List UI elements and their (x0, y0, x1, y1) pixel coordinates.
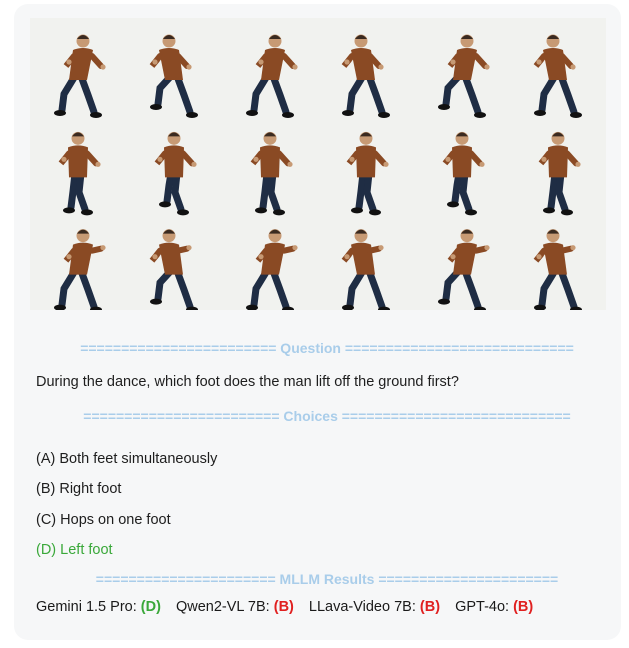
leg-left (62, 76, 75, 110)
jacket (261, 243, 285, 275)
dancer-frame-2-2 (246, 229, 298, 310)
leg-left (254, 76, 267, 110)
leg-left (62, 271, 75, 305)
hand-left (536, 254, 541, 259)
model-name: LLava-Video 7B: (308, 599, 420, 615)
shoe-left (438, 299, 450, 305)
choice-c: (C) Hops on one foot (36, 512, 171, 528)
shoe-left (543, 207, 555, 213)
leg-right (367, 173, 373, 209)
leg-right (369, 76, 382, 112)
leg-right (81, 271, 94, 307)
choice-a: (A) Both feet simultaneously (36, 451, 218, 467)
frames-svg (30, 18, 606, 310)
shoe-left (150, 104, 162, 110)
leg-left (158, 271, 171, 299)
model-answer: (B) (419, 599, 441, 615)
shoe-right (474, 112, 486, 118)
hair (168, 132, 180, 136)
model-answer: (D) (140, 599, 161, 615)
result-llava (309, 599, 440, 615)
arm-right (562, 249, 571, 251)
leg-left (446, 76, 459, 104)
jacket (261, 48, 285, 80)
dancer-frame-1-3 (349, 132, 389, 215)
jacket (356, 145, 376, 177)
hair (461, 230, 473, 234)
results-separator: ====================== MLLM Results ====================== (95, 571, 559, 587)
model-name: Qwen2-VL 7B: (175, 599, 274, 615)
hair (355, 35, 367, 39)
hand-right (191, 162, 196, 167)
leg-right (561, 271, 574, 307)
hair (547, 35, 559, 39)
dancer-frame-2-5 (534, 229, 582, 310)
arm-right (476, 249, 485, 251)
leg-right (273, 271, 286, 307)
hair (461, 35, 473, 39)
leg-left (350, 271, 363, 305)
dancer-frame-0-1 (150, 35, 198, 119)
hand-right (570, 64, 575, 69)
hair (264, 132, 276, 136)
shoe-right (273, 209, 285, 215)
hair (355, 230, 367, 234)
hand-right (292, 245, 297, 250)
leg-right (81, 76, 94, 112)
dancer-frame-0-4 (438, 35, 490, 119)
choice-d: (D) Left foot (36, 542, 113, 558)
arm-right (476, 56, 485, 66)
leg-right (271, 173, 277, 209)
hair (360, 132, 372, 136)
jacket (452, 145, 472, 177)
video-frames-grid (30, 18, 606, 310)
jacket (543, 48, 567, 80)
hand-right (484, 64, 489, 69)
arm-right (183, 153, 192, 163)
leg-left (359, 173, 363, 207)
hand-right (570, 245, 575, 250)
leg-right (177, 271, 190, 307)
dancer-frame-0-2 (246, 35, 298, 119)
arm-right (471, 153, 480, 163)
arm-right (375, 153, 384, 163)
leg-left (167, 173, 171, 201)
shoe-right (465, 209, 477, 215)
choice-b: (B) Right foot (36, 481, 122, 497)
shoe-left (534, 110, 546, 116)
result-gpt4o (455, 599, 533, 615)
shoe-right (570, 112, 582, 118)
dancer-frame-0-3 (342, 35, 390, 119)
shoe-left (54, 110, 66, 116)
hand-left (253, 157, 258, 162)
shoe-right (369, 209, 381, 215)
jacket (351, 48, 375, 80)
hand-right (479, 162, 484, 167)
arm-right (370, 249, 379, 251)
hand-left (258, 254, 263, 259)
hair (77, 230, 89, 234)
dancer-frame-0-5 (534, 35, 582, 119)
shoe-left (447, 201, 459, 207)
dancer-frame-2-1 (150, 229, 198, 310)
leg-right (175, 173, 181, 209)
hand-right (292, 64, 297, 69)
choices-separator: ======================== Choices ============================ (83, 408, 571, 424)
hand-right (378, 64, 383, 69)
dancer-frame-1-5 (541, 132, 581, 215)
hand-right (575, 162, 580, 167)
dancer-frame-2-4 (438, 229, 490, 310)
jacket (69, 48, 93, 80)
model-name: Gemini 1.5 Pro: (36, 599, 141, 615)
shoe-left (63, 207, 75, 213)
hair (547, 230, 559, 234)
hand-left (258, 59, 263, 64)
dancer-frame-1-0 (61, 132, 101, 215)
model-answer: (B) (273, 599, 294, 615)
question-separator: ======================== Question ============================ (80, 340, 574, 356)
hand-left (152, 59, 157, 64)
hand-left (450, 254, 455, 259)
dancer-frame-1-2 (253, 132, 293, 215)
shoe-left (342, 110, 354, 116)
hair (72, 132, 84, 136)
dancer-frame-1-4 (445, 132, 485, 215)
arm-right (92, 56, 101, 66)
hand-left (349, 157, 354, 162)
hair (77, 35, 89, 39)
leg-left (455, 173, 459, 201)
hand-left (450, 59, 455, 64)
jacket (69, 243, 93, 275)
shoe-right (90, 112, 102, 118)
arm-right (284, 56, 293, 66)
shoe-right (186, 112, 198, 118)
dancer-frame-1-1 (157, 132, 197, 215)
leg-right (177, 76, 190, 112)
jacket (453, 48, 477, 80)
hand-right (484, 245, 489, 250)
hand-left (541, 157, 546, 162)
dancer-frame-2-0 (54, 229, 106, 310)
hair (269, 230, 281, 234)
result-gemini (36, 599, 161, 615)
hair (163, 35, 175, 39)
hand-right (383, 162, 388, 167)
hand-left (66, 59, 71, 64)
shoe-left (351, 207, 363, 213)
jacket (164, 145, 184, 177)
hand-right (95, 162, 100, 167)
hand-right (100, 64, 105, 69)
leg-right (561, 76, 574, 112)
shoe-right (561, 209, 573, 215)
arm-right (567, 153, 576, 163)
hair (456, 132, 468, 136)
arm-right (284, 249, 293, 251)
shoe-left (438, 104, 450, 110)
leg-right (79, 173, 85, 209)
hand-right (287, 162, 292, 167)
arm-right (279, 153, 288, 163)
shoe-right (378, 112, 390, 118)
mllm-results (36, 599, 533, 615)
leg-right (465, 271, 478, 307)
leg-left (542, 76, 555, 110)
hand-right (186, 64, 191, 69)
jacket (260, 145, 280, 177)
hand-left (536, 59, 541, 64)
leg-right (559, 173, 565, 209)
hand-left (66, 254, 71, 259)
arm-right (178, 249, 187, 251)
jacket (548, 145, 568, 177)
shoe-left (246, 110, 258, 116)
hand-left (61, 157, 66, 162)
hand-left (152, 254, 157, 259)
hair (163, 230, 175, 234)
hair (269, 35, 281, 39)
hand-left (344, 254, 349, 259)
leg-left (158, 76, 171, 104)
leg-right (369, 271, 382, 307)
jacket (68, 145, 88, 177)
leg-left (542, 271, 555, 305)
jacket (159, 48, 183, 80)
hand-left (157, 157, 162, 162)
leg-left (551, 173, 555, 207)
model-answer: (B) (513, 599, 534, 615)
leg-right (463, 173, 469, 209)
shoe-right (282, 112, 294, 118)
leg-left (350, 76, 363, 110)
arm-right (87, 153, 96, 163)
shoe-right (81, 209, 93, 215)
hand-right (186, 245, 191, 250)
jacket (453, 243, 477, 275)
shoe-left (255, 207, 267, 213)
question-text: During the dance, which foot does the man lift off the ground first? (36, 374, 459, 390)
leg-left (71, 173, 75, 207)
hand-left (445, 157, 450, 162)
leg-left (446, 271, 459, 299)
shoe-left (159, 201, 171, 207)
result-qwen (176, 599, 294, 615)
leg-right (273, 76, 286, 112)
model-name: GPT-4o: (455, 599, 514, 615)
leg-left (263, 173, 267, 207)
shoe-right (177, 209, 189, 215)
dancer-frame-2-3 (342, 229, 390, 310)
leg-right (465, 76, 478, 112)
hand-left (344, 59, 349, 64)
hand-right (100, 245, 105, 250)
shoe-left (150, 299, 162, 305)
hand-right (378, 245, 383, 250)
leg-left (254, 271, 267, 305)
hair (552, 132, 564, 136)
dancer-frame-0-0 (54, 35, 106, 119)
arm-right (92, 249, 101, 251)
